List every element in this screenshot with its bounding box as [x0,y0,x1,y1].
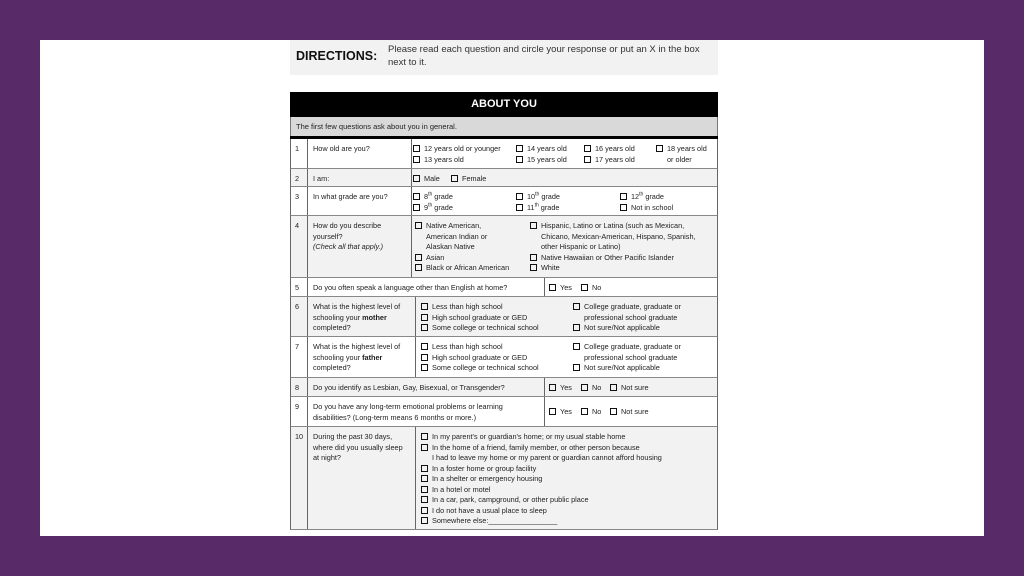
option-native-american[interactable] [415,221,509,253]
option-somewhere-else[interactable] [421,516,662,527]
option-16-years-old[interactable] [584,144,635,155]
option-no[interactable] [581,383,601,394]
checkbox-icon[interactable] [573,324,580,331]
question-number: 3 [295,192,300,201]
section-title: ABOUT YOU [290,92,718,117]
option-label: Female [462,174,487,183]
option-label: In a car, park, campground, or other public place [432,495,589,504]
option-in-a-shelter-or-emergency-housing[interactable] [421,474,662,485]
option-label: In my parent's or guardian's home; or my usual stable home [432,432,626,441]
option-label: I do not have a usual place to sleep [432,505,547,515]
option-label: Some college or technical school [432,363,539,372]
option-label: Not sure/Not applicable [584,323,660,332]
option-label: 16 years old [595,144,635,153]
option-label: 17 years old [595,154,635,164]
checkbox-icon[interactable] [573,303,580,310]
option-label: Yes [560,407,572,416]
question-row-8 [290,378,718,397]
option-label: Some college or technical school [432,323,539,332]
checkbox-icon[interactable] [421,303,428,310]
question-row-5 [290,278,718,297]
option-column [451,174,486,185]
option-label: In a hotel or motel [432,484,491,494]
option-native-hawaiian-or-other-pacific-islander[interactable] [530,253,696,264]
column-divider [307,337,308,377]
option-label: Not sure [621,383,649,392]
checkbox-icon[interactable] [530,264,537,271]
option-male[interactable] [413,174,440,185]
section-intro: The first few questions ask about you in general. [290,117,718,136]
option-column [584,144,635,165]
checkbox-icon[interactable] [581,284,588,291]
checkbox-icon[interactable] [421,343,428,350]
option-no[interactable] [581,407,601,418]
option-10th-grade[interactable] [516,192,560,203]
column-divider [415,427,416,529]
column-divider [544,397,545,426]
option-column [421,302,539,334]
checkbox-icon[interactable] [549,384,556,391]
option-yes[interactable] [549,407,572,418]
option-column [581,383,601,394]
question-row-2 [290,169,718,187]
option-13-years-old[interactable] [413,155,501,166]
checkbox-icon[interactable] [415,264,422,271]
option-label: College graduate, graduate or [584,342,681,351]
question-row-6 [290,297,718,337]
option-label: Not sure/Not applicable [584,363,660,372]
column-divider [307,187,308,215]
option-label: High school graduate or GED [432,352,528,362]
option-column [415,221,509,274]
option-less-than-high-school[interactable] [421,302,539,313]
checkbox-icon[interactable] [421,465,428,472]
option-college-graduate-graduate-or[interactable] [573,302,681,323]
question-text: What is the highest level of schooling your father completed? [313,342,401,372]
option-15-years-old[interactable] [516,155,567,166]
option-yes[interactable] [549,383,572,394]
directions-text: Please read each question and circle your response or put an X in the box next to it. [388,44,700,68]
checkbox-icon[interactable] [413,145,420,152]
option-label-continued: Alaskan Native [426,242,475,251]
option-column [610,383,649,394]
option-column [549,407,572,418]
option-label: Yes [560,383,572,392]
checkbox-icon[interactable] [421,314,428,321]
option-less-than-high-school[interactable] [421,342,539,353]
option-label: 8th grade [424,191,453,201]
option-11th-grade[interactable] [516,203,560,214]
question-row-4 [290,216,718,278]
option-asian[interactable] [415,253,509,264]
option-hispanic-latino-or-latina-such-as-mexican[interactable] [530,221,696,253]
checkbox-icon[interactable] [530,254,537,261]
column-divider [307,397,308,426]
option-column [549,383,572,394]
option-12-years-old-or-younger[interactable] [413,144,501,155]
option-yes[interactable] [549,283,572,294]
checkbox-icon[interactable] [421,507,428,514]
column-divider [307,427,308,529]
checkbox-icon[interactable] [516,193,523,200]
checkbox-icon[interactable] [530,222,537,229]
option-label: No [592,383,602,392]
option-18-years-old[interactable] [656,144,707,165]
option-label: 12 years old or younger [424,144,501,153]
option-label: Yes [560,283,572,292]
option-17-years-old[interactable] [584,155,635,166]
column-divider [307,216,308,277]
column-divider [415,297,416,336]
column-divider [307,169,308,186]
option-column [610,407,649,418]
option-column [656,144,707,165]
option-in-a-car-park-campground-or-other-public-place[interactable] [421,495,662,506]
option-label: Asian [426,252,445,262]
option-no[interactable] [581,283,601,294]
column-divider [411,169,412,186]
option-label: 13 years old [424,154,464,164]
question-number: 1 [295,144,300,153]
option-column [549,283,572,294]
option-some-college-or-technical-school[interactable] [421,323,539,334]
option-label: 10th grade [527,191,560,201]
question-number: 9 [295,402,300,411]
checkbox-icon[interactable] [421,496,428,503]
option-black-or-african-american[interactable] [415,263,509,274]
checkbox-icon[interactable] [581,384,588,391]
option-in-a-hotel-or-motel[interactable] [421,485,662,496]
checkbox-icon[interactable] [549,408,556,415]
column-divider [411,139,412,168]
question-row-1 [290,139,718,169]
option-column [413,174,440,185]
question-note: (Check all that apply.) [313,242,384,251]
option-label: Not in school [631,202,674,212]
checkbox-icon[interactable] [413,175,420,182]
option-label: No [592,407,602,416]
question-text: Do you often speak a language other than English at home? [313,283,508,292]
option-label: White [541,263,560,272]
column-divider [415,337,416,377]
question-text: Do you have any long-term emotional problems or learning disabilities? (Long-term means 6 months or more.) [313,402,503,422]
option-high-school-graduate-or-ged[interactable] [421,353,539,364]
option-label: In a foster home or group facility [432,463,537,473]
option-not-sure[interactable] [610,407,649,418]
checkbox-icon[interactable] [421,354,428,361]
option-label: Not sure [621,407,649,416]
checkbox-icon[interactable] [610,408,617,415]
checkbox-icon[interactable] [421,475,428,482]
option-in-the-home-of-a-friend-family-member-or-other-person-because[interactable] [421,443,662,464]
option-some-college-or-technical-school[interactable] [421,363,539,374]
column-divider [307,378,308,396]
option-label: 11th grade [527,202,560,212]
column-divider [544,278,545,296]
option-high-school-graduate-or-ged[interactable] [421,313,539,324]
option-label: No [592,283,602,292]
checkbox-icon[interactable] [415,222,422,229]
option-9th-grade[interactable] [413,203,453,214]
option-column [573,342,681,374]
option-label-continued: professional school graduate [584,352,678,362]
option-label-continued: American Indian or [426,231,488,241]
checkbox-icon[interactable] [620,204,627,211]
option-label: 9th grade [424,202,453,212]
option-in-a-foster-home-or-group-facility[interactable] [421,464,662,475]
option-label: 15 years old [527,154,567,164]
question-text: How do you describe yourself? (Check all that apply.) [313,221,406,253]
column-divider [307,278,308,296]
question-number: 6 [295,302,300,311]
option-label: Somewhere else:_________________ [432,516,558,525]
question-row-9 [290,397,718,427]
checkbox-icon[interactable] [421,444,428,451]
option-label: Black or African American [426,263,510,272]
option-column [421,342,539,374]
checkbox-icon[interactable] [573,343,580,350]
column-divider [307,139,308,168]
checkbox-icon[interactable] [421,364,428,371]
option-column [581,407,601,418]
option-label: College graduate, graduate or [584,302,681,311]
question-text: What is the highest level of schooling your mother completed? [313,302,401,332]
checkbox-icon[interactable] [549,284,556,291]
question-text: In what grade are you? [313,192,388,201]
checkbox-icon[interactable] [421,517,428,524]
question-text: I am: [313,174,330,183]
option-label: Less than high school [432,342,503,351]
option-not-sure[interactable] [610,383,649,394]
directions-title: DIRECTIONS: [296,49,378,63]
checkbox-icon[interactable] [413,193,420,200]
directions-box [290,40,718,75]
option-not-in-school[interactable] [620,203,673,214]
option-label-continued: other Hispanic or Latino) [541,242,621,251]
option-8th-grade[interactable] [413,192,453,203]
column-divider [307,297,308,336]
option-label: High school graduate or GED [432,312,528,322]
checkbox-icon[interactable] [581,408,588,415]
option-label: Native Hawaiian or Other Pacific Islander [541,252,675,262]
option-label: In the home of a friend, family member, or other person because [432,442,640,452]
checkbox-icon[interactable] [584,145,591,152]
option-14-years-old[interactable] [516,144,567,155]
option-column [620,192,673,213]
question-row-10 [290,427,718,530]
question-row-7 [290,337,718,378]
option-label: Less than high school [432,302,503,311]
question-number: 4 [295,221,300,230]
checkbox-icon[interactable] [584,156,591,163]
option-label: 14 years old [527,144,567,153]
checkbox-icon[interactable] [620,193,627,200]
option-column [516,192,560,213]
option-label-continued: or older [667,154,692,164]
option-column [413,192,453,213]
option-label-continued: professional school graduate [584,312,678,322]
option-12th-grade[interactable] [620,192,673,203]
checkbox-icon[interactable] [516,204,523,211]
checkbox-icon[interactable] [421,433,428,440]
question-number: 8 [295,383,300,392]
option-column [573,302,681,334]
option-label: 12th grade [631,191,664,201]
checkbox-icon[interactable] [451,175,458,182]
option-label: In a shelter or emergency housing [432,474,543,483]
option-label: Hispanic, Latino or Latina (such as Mexican, [541,221,685,230]
option-in-my-parent-s-or-guardian-s-home-or-my-usual-stable-home[interactable] [421,432,662,443]
option-i-do-not-have-a-usual-place-to-sleep[interactable] [421,506,662,517]
checkbox-icon[interactable] [421,324,428,331]
option-not-sure-not-applicable[interactable] [573,363,681,374]
question-row-3 [290,187,718,216]
question-number: 10 [295,432,304,441]
option-label: 18 years old [667,144,707,153]
option-column [421,432,662,527]
checkbox-icon[interactable] [413,156,420,163]
option-column [516,144,567,165]
question-text: Do you identify as Lesbian, Gay, Bisexual, or Transgender? [313,383,505,392]
option-column [581,283,601,294]
option-column [413,144,501,165]
checkbox-icon[interactable] [415,254,422,261]
option-label-continued: I had to leave my home or my parent or guardian cannot afford housing [432,453,662,462]
checkbox-icon[interactable] [610,384,617,391]
checkbox-icon[interactable] [413,204,420,211]
checkbox-icon[interactable] [516,145,523,152]
option-label: Male [424,174,440,183]
question-number: 7 [295,342,300,351]
question-text: How old are you? [313,144,370,153]
option-not-sure-not-applicable[interactable] [573,323,681,334]
option-label-continued: Chicano, Mexican-American, Hispano, Spanish, [541,231,696,241]
checkbox-icon[interactable] [516,156,523,163]
option-column [530,221,696,274]
question-number: 5 [295,283,300,292]
option-label: Native American, [426,221,482,230]
question-text: During the past 30 days, where did you usually sleep at night? [313,432,403,462]
checkbox-icon[interactable] [421,486,428,493]
option-white[interactable] [530,263,696,274]
checkbox-icon[interactable] [656,145,663,152]
checkbox-icon[interactable] [573,364,580,371]
option-female[interactable] [451,174,486,185]
option-college-graduate-graduate-or[interactable] [573,342,681,363]
column-divider [544,378,545,396]
question-number: 2 [295,174,300,183]
column-divider [411,187,412,215]
column-divider [411,216,412,277]
